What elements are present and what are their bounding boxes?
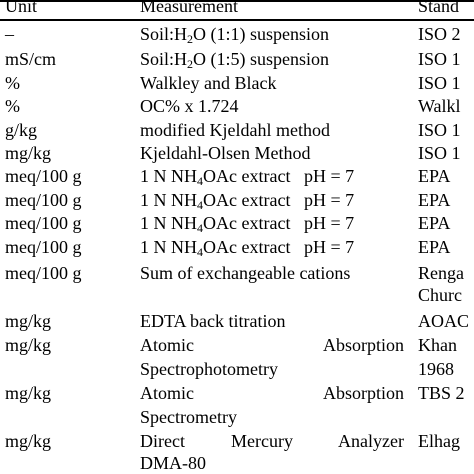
row-measurement-line2: DMA-80 bbox=[140, 453, 206, 473]
row-standard: EPA bbox=[418, 237, 451, 257]
row-unit: mg/kg bbox=[5, 335, 52, 355]
row-measurement: Sum of exchangeable cations bbox=[140, 263, 351, 283]
row-standard: ISO 2 bbox=[418, 24, 461, 44]
row-standard-line2: 1968 bbox=[418, 359, 454, 379]
row-unit: mg/kg bbox=[5, 143, 52, 163]
row-measurement: 1 N $NH_4OAc$ extract pH = 7 bbox=[140, 166, 355, 188]
row-measurement: 1 N $NH_4OAc$ extract pH = 7 bbox=[140, 237, 355, 259]
row-measurement: Atomic Absorption bbox=[140, 335, 404, 355]
row-unit: meq/100 g bbox=[5, 263, 82, 283]
row-standard: ISO 1 bbox=[418, 120, 461, 140]
row-unit: mg/kg bbox=[5, 431, 52, 451]
row-standard: ISO 1 bbox=[418, 73, 461, 93]
row-unit: meq/100 g bbox=[5, 166, 82, 186]
row-unit: mg/kg bbox=[5, 311, 52, 331]
row-standard: EPA bbox=[418, 166, 451, 186]
row-unit: % bbox=[5, 73, 20, 93]
row-measurement: 1 N $NH_4OAc$ extract pH = 7 bbox=[140, 213, 355, 235]
row-standard: ISO 1 bbox=[418, 143, 461, 163]
row-unit: meq/100 g bbox=[5, 190, 82, 210]
row-unit: meq/100 g bbox=[5, 213, 82, 233]
row-measurement: modified Kjeldahl method bbox=[140, 120, 330, 140]
row-measurement: EDTA back titration bbox=[140, 311, 286, 331]
header-unit: Unit bbox=[5, 0, 38, 16]
row-measurement-line2: Spectrophotometry bbox=[140, 359, 278, 379]
row-measurement: $Soil:H_2O$ (1:5) suspension bbox=[140, 49, 330, 71]
row-standard: Renga bbox=[418, 263, 464, 283]
row-measurement: $Soil:H_2O$ (1:1) suspension bbox=[140, 24, 330, 46]
row-unit: mS/cm bbox=[5, 49, 57, 69]
row-measurement: OC% x 1.724 bbox=[140, 96, 239, 116]
row-standard-line2: Churc bbox=[418, 285, 462, 305]
row-measurement: Kjeldahl-Olsen Method bbox=[140, 143, 311, 163]
row-standard: EPA bbox=[418, 190, 451, 210]
row-measurement-line2: Spectrometry bbox=[140, 407, 237, 427]
header-rule bbox=[0, 19, 474, 21]
row-unit: mg/kg bbox=[5, 383, 52, 403]
row-standard: TBS 2 bbox=[418, 383, 465, 403]
row-standard: Walkl bbox=[418, 96, 461, 116]
row-unit: % bbox=[5, 96, 20, 116]
row-standard: Khan bbox=[418, 335, 457, 355]
row-standard: ISO 1 bbox=[418, 49, 461, 69]
header-measurement: Measurement bbox=[140, 0, 238, 16]
row-standard: EPA bbox=[418, 213, 451, 233]
row-standard: AOAC bbox=[418, 311, 470, 331]
row-measurement: Walkley and Black bbox=[140, 73, 277, 93]
row-measurement: Direct Mercury Analyzer bbox=[140, 431, 404, 451]
row-unit: g/kg bbox=[5, 120, 38, 140]
row-unit: meq/100 g bbox=[5, 237, 82, 257]
row-unit: – bbox=[5, 24, 14, 44]
row-measurement: Atomic Absorption bbox=[140, 383, 404, 403]
row-measurement: 1 N $NH_4OAc$ extract pH = 7 bbox=[140, 190, 355, 212]
header-standard: Stand bbox=[418, 0, 460, 16]
row-standard: Elhag bbox=[418, 431, 460, 451]
